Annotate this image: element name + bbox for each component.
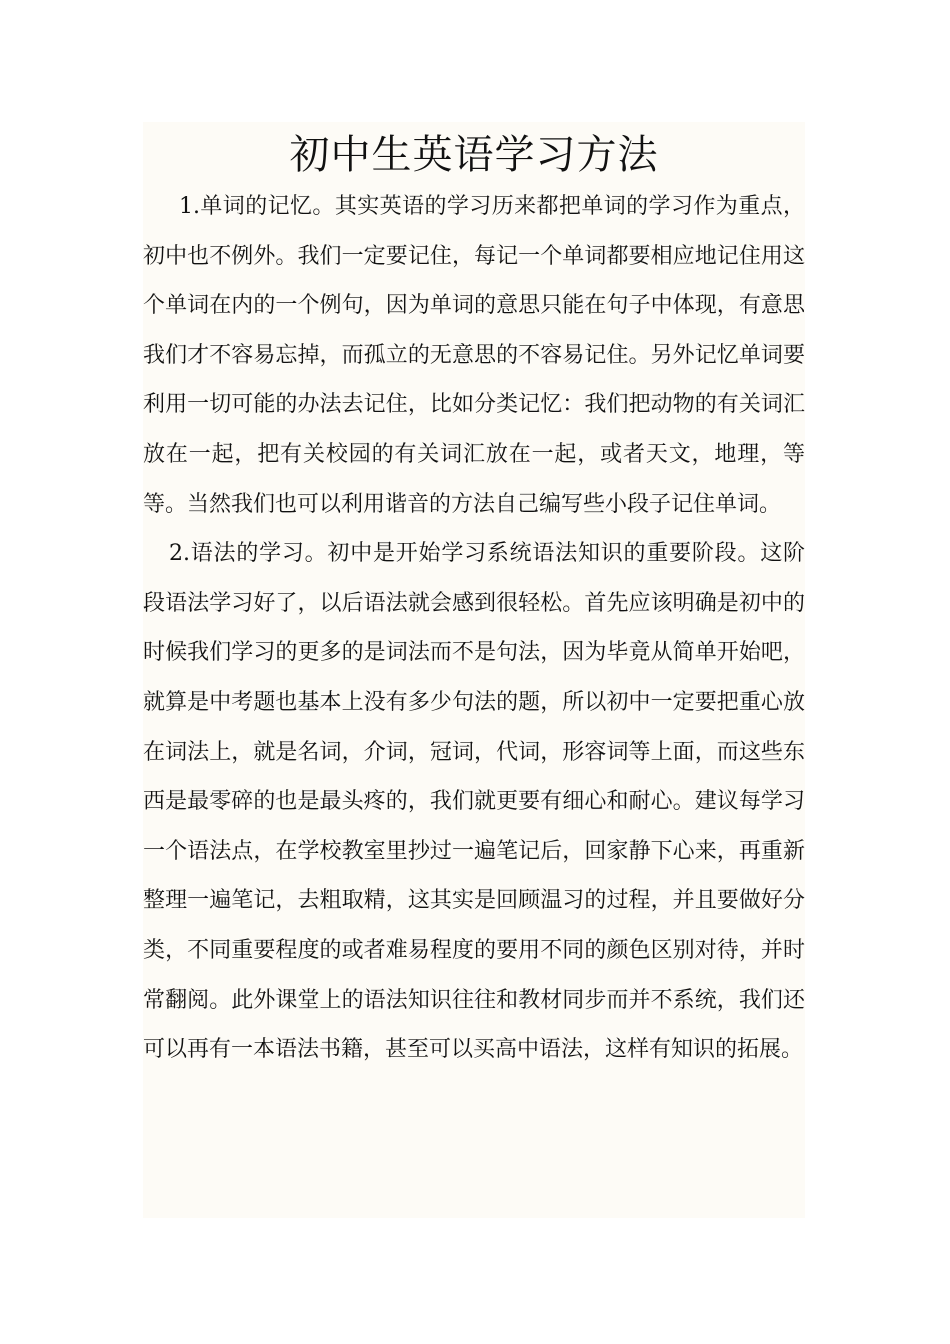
paragraph-vocabulary: 1.单词的记忆。其实英语的学习历来都把单词的学习作为重点，初中也不例外。我们一定要记住，每记一个单词都要相应地记住用这个单词在内的一个例句，因为单词的意思只能在句子中体现，有意思我们才不容易忘掉，而孤立的无意思的不容易记住。另外记忆单词要利用一切可能的办法去记住，比如分类记忆：我们把动物的有关词汇放在一起，把有关校园的有关词汇放在一起，或者天文，地理，等等。当然我们也可以利用谐音的方法自己编写些小段子记住单词。 [143,194,805,517]
document-title: 初中生英语学习方法 [289,132,659,178]
paragraph-grammar: 2.语法的学习。初中是开始学习系统语法知识的重要阶段。这阶段语法学习好了，以后语法就会感到很轻松。首先应该明确是初中的时候我们学习的更多的是词法而不是句法，因为毕竟从简单开始吧，就算是中考题也基本上没有多少句法的题，所以初中一定要把重心放在词法上，就是名词，介词，冠词，代词，形容词等上面，而这些东西是最零碎的也是最头疼的，我们就更要有细心和耐心。建议每学习一个语法点，在学校教室里抄过一遍笔记后，回家静下心来，再重新整理一遍笔记，去粗取精，这其实是回顾温习的过程，并且要做好分类，不同重要程度的或者难易程度的要用不同的颜色区别对待，并时常翻阅。此外课堂上的语法知识往往和教材同步而并不系统，我们还可以再有一本语法书籍，甚至可以买高中语法，这样有知识的拓展。 [143,541,805,1063]
text-block [143,122,805,1218]
